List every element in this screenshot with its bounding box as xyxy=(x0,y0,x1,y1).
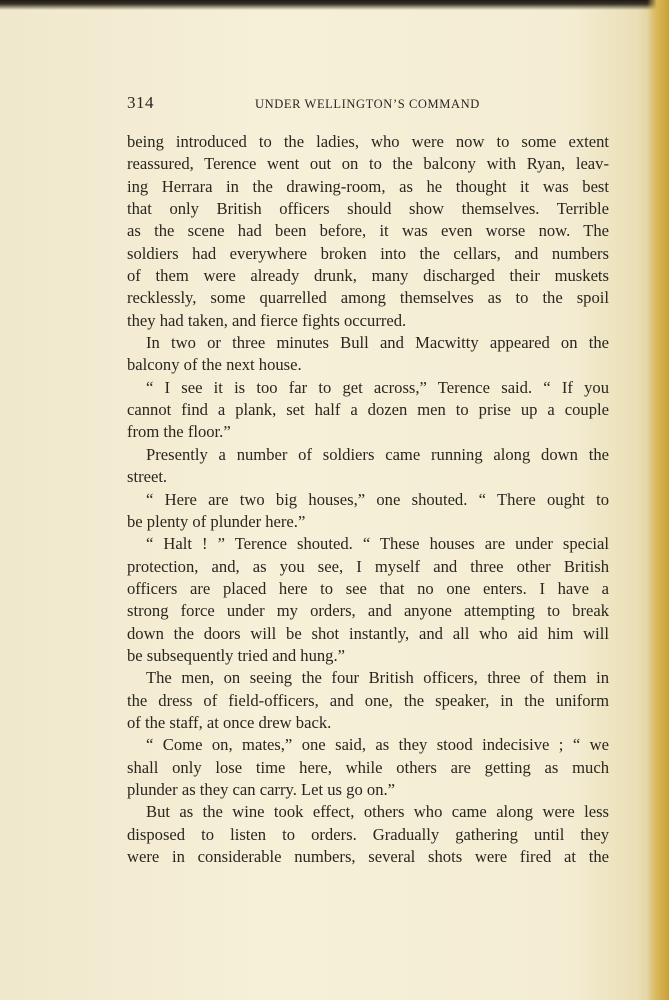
page-header xyxy=(127,93,609,115)
text-line: “ Come on, mates,” one said, as they stood indecisive ; “ we xyxy=(146,735,609,755)
text-line: reassured, Terence went out on to the balcony with Ryan, leav- xyxy=(127,154,609,174)
text-line: being introduced to the ladies, who were now to some extent xyxy=(127,132,609,151)
text-line: as the scene had been before, it was even worse now. The xyxy=(127,221,609,241)
text-line: But as the wine took effect, others who came along were less xyxy=(146,802,609,822)
text-line: be subsequently tried and hung.” xyxy=(127,645,345,665)
page-top-shadow xyxy=(0,0,669,10)
page-number: 314 xyxy=(127,93,154,112)
text-line: “ I see it is too far to get across,” Terence said. “ If you xyxy=(146,377,609,397)
text-line: street. xyxy=(127,467,168,487)
text-line: from the floor.” xyxy=(127,422,231,442)
text-line: shall only lose time here, while others are getting as much xyxy=(127,757,609,777)
text-line: “ Here are two big houses,” one shouted. “ There ought to xyxy=(146,489,609,509)
text-line: Presently a number of soldiers came running along down the xyxy=(146,444,609,464)
text-line: of them were already drunk, many discharged their muskets xyxy=(127,266,609,286)
text-line: strong force under my orders, and anyone attempting to break xyxy=(127,601,609,621)
text-line: soldiers had everywhere broken into the cellars, and numbers xyxy=(127,243,609,263)
text-line: of the staff, at once drew back. xyxy=(127,712,332,732)
text-line: were in considerable numbers, several shots were fired at the xyxy=(127,847,609,866)
page-edge-gilt xyxy=(647,0,669,1000)
text-line: protection, and, as you see, I myself and three other British xyxy=(127,556,609,576)
text-line: recklessly, some quarrelled among themselves as to the spoil xyxy=(127,288,609,308)
text-line: “ Halt ! ” Terence shouted. “ These houses are under special xyxy=(146,534,609,554)
text-line: down the doors will be shot instantly, and all who aid him will xyxy=(127,623,609,643)
running-title: UNDER WELLINGTON’S COMMAND xyxy=(255,97,480,111)
text-line: In two or three minutes Bull and Macwitty appeared on the xyxy=(146,333,609,353)
text-line: officers are placed here to see that no one enters. I have a xyxy=(127,578,609,598)
text-line: plunder as they can carry. Let us go on.” xyxy=(127,779,396,799)
text-line: that only British officers should show themselves. Terrible xyxy=(127,199,609,219)
text-line: the dress of field-officers, and one, the speaker, in the uniform xyxy=(127,690,609,710)
text-line: be plenty of plunder here.” xyxy=(127,511,306,531)
text-line: disposed to listen to orders. Gradually gathering until they xyxy=(127,824,609,844)
body-text xyxy=(127,131,609,868)
text-line: they had taken, and fierce fights occurred. xyxy=(127,310,407,330)
text-line: cannot find a plank, set half a dozen men to prise up a couple xyxy=(127,400,609,420)
text-line: balcony of the next house. xyxy=(127,355,302,375)
text-line: The men, on seeing the four British officers, three of them in xyxy=(146,668,609,688)
text-line: ing Herrara in the drawing-room, as he thought it was best xyxy=(127,176,609,196)
